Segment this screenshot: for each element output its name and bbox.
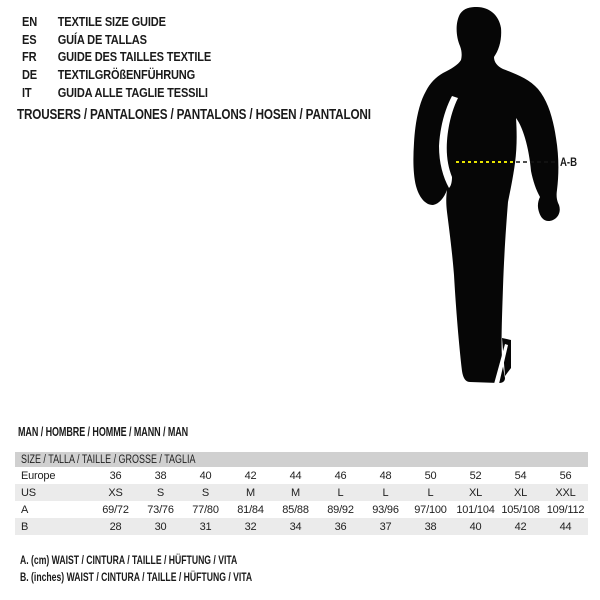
language-code: IT bbox=[22, 84, 32, 100]
size-value: 36 bbox=[334, 520, 347, 533]
size-value: 101/104 bbox=[456, 503, 495, 516]
size-value: 46 bbox=[334, 469, 347, 482]
size-value: M bbox=[291, 486, 300, 499]
size-table-header-row bbox=[15, 452, 588, 467]
measurement-footnotes bbox=[20, 552, 252, 587]
language-code: FR bbox=[22, 49, 37, 65]
footnote-b-inches: B. (inches) WAIST / CINTURA / TAILLE / HÜFTUNG / VITA bbox=[20, 570, 253, 585]
language-code: EN bbox=[22, 14, 38, 29]
language-guide-title: GUIDE DES TAILLES TEXTILE bbox=[57, 49, 212, 65]
size-value: S bbox=[201, 486, 210, 499]
row-label: US bbox=[21, 486, 36, 499]
man-silhouette bbox=[413, 7, 559, 383]
size-value: 48 bbox=[379, 469, 392, 482]
language-row-en bbox=[22, 13, 211, 31]
language-guide-title: GUÍA DE TALLAS bbox=[57, 31, 147, 47]
row-label: Europe bbox=[21, 469, 56, 482]
size-value: 73/76 bbox=[147, 503, 174, 516]
size-value: 40 bbox=[469, 520, 482, 533]
size-value: 37 bbox=[379, 520, 392, 533]
size-value: 52 bbox=[469, 469, 482, 482]
size-value: 36 bbox=[109, 469, 122, 482]
size-value: 44 bbox=[289, 469, 302, 482]
size-value: 50 bbox=[424, 469, 437, 482]
size-value: 30 bbox=[154, 520, 167, 533]
size-value: 42 bbox=[244, 469, 257, 482]
size-value: 32 bbox=[244, 520, 257, 533]
man-silhouette-figure bbox=[410, 0, 600, 400]
size-table-row-europe bbox=[15, 467, 588, 484]
man-silhouette-svg bbox=[410, 0, 600, 400]
language-guide-title: GUIDA ALLE TAGLIE TESSILI bbox=[57, 84, 208, 100]
size-value: 105/108 bbox=[501, 503, 540, 516]
measure-label-a-b: A-B bbox=[560, 155, 578, 169]
language-code: ES bbox=[22, 31, 37, 47]
language-guide-title: TEXTILGRÖßENFÜHRUNG bbox=[57, 67, 196, 83]
footnote-a-cm: A. (cm) WAIST / CINTURA / TAILLE / HÜFTUNG / VITA bbox=[20, 553, 238, 567]
language-row-fr bbox=[22, 48, 211, 66]
size-value: 54 bbox=[514, 469, 527, 482]
gender-heading: MAN / HOMBRE / HOMME / MANN / MAN bbox=[18, 425, 189, 439]
size-value: S bbox=[156, 486, 165, 499]
size-value: 38 bbox=[154, 469, 167, 482]
size-value: 69/72 bbox=[102, 503, 129, 516]
garment-heading: TROUSERS / PANTALONES / PANTALONS / HOSEN / PANTALONI bbox=[17, 106, 371, 123]
size-table bbox=[15, 452, 588, 535]
size-table-header: SIZE / TALLA / TAILLE / GRÖSSE / TAGLIA bbox=[21, 453, 196, 466]
size-value: 77/80 bbox=[192, 503, 219, 516]
size-value: XS bbox=[108, 486, 123, 499]
size-value: 34 bbox=[289, 520, 302, 533]
size-table-row-us bbox=[15, 484, 588, 501]
size-value: 31 bbox=[199, 520, 212, 533]
language-guide-title: TEXTILE SIZE GUIDE bbox=[57, 14, 166, 29]
size-value: 56 bbox=[559, 469, 572, 482]
language-row-it bbox=[22, 84, 211, 102]
size-value: L bbox=[382, 486, 389, 499]
size-value: 89/92 bbox=[327, 503, 354, 516]
size-value: 38 bbox=[424, 520, 437, 533]
size-value: XL bbox=[513, 486, 528, 499]
size-value: XL bbox=[468, 486, 483, 499]
row-label: B bbox=[21, 520, 29, 533]
size-value: 44 bbox=[559, 520, 572, 533]
size-table-row-b bbox=[15, 518, 588, 535]
size-value: L bbox=[427, 486, 434, 499]
size-value: L bbox=[337, 486, 344, 499]
size-value: 42 bbox=[514, 520, 527, 533]
language-row-de bbox=[22, 66, 211, 84]
size-value: XXL bbox=[555, 486, 576, 499]
size-value: 28 bbox=[109, 520, 122, 533]
size-value: 85/88 bbox=[282, 503, 309, 516]
language-code: DE bbox=[22, 67, 38, 83]
language-title-list bbox=[22, 13, 211, 102]
size-value: 81/84 bbox=[237, 503, 264, 516]
size-table-row-a bbox=[15, 501, 588, 518]
size-value: 97/100 bbox=[414, 503, 447, 516]
row-label: A bbox=[21, 503, 29, 516]
size-value: 40 bbox=[199, 469, 212, 482]
size-value: M bbox=[246, 486, 255, 499]
language-row-es bbox=[22, 31, 211, 49]
size-value: 93/96 bbox=[372, 503, 399, 516]
size-value: 109/112 bbox=[546, 503, 585, 516]
